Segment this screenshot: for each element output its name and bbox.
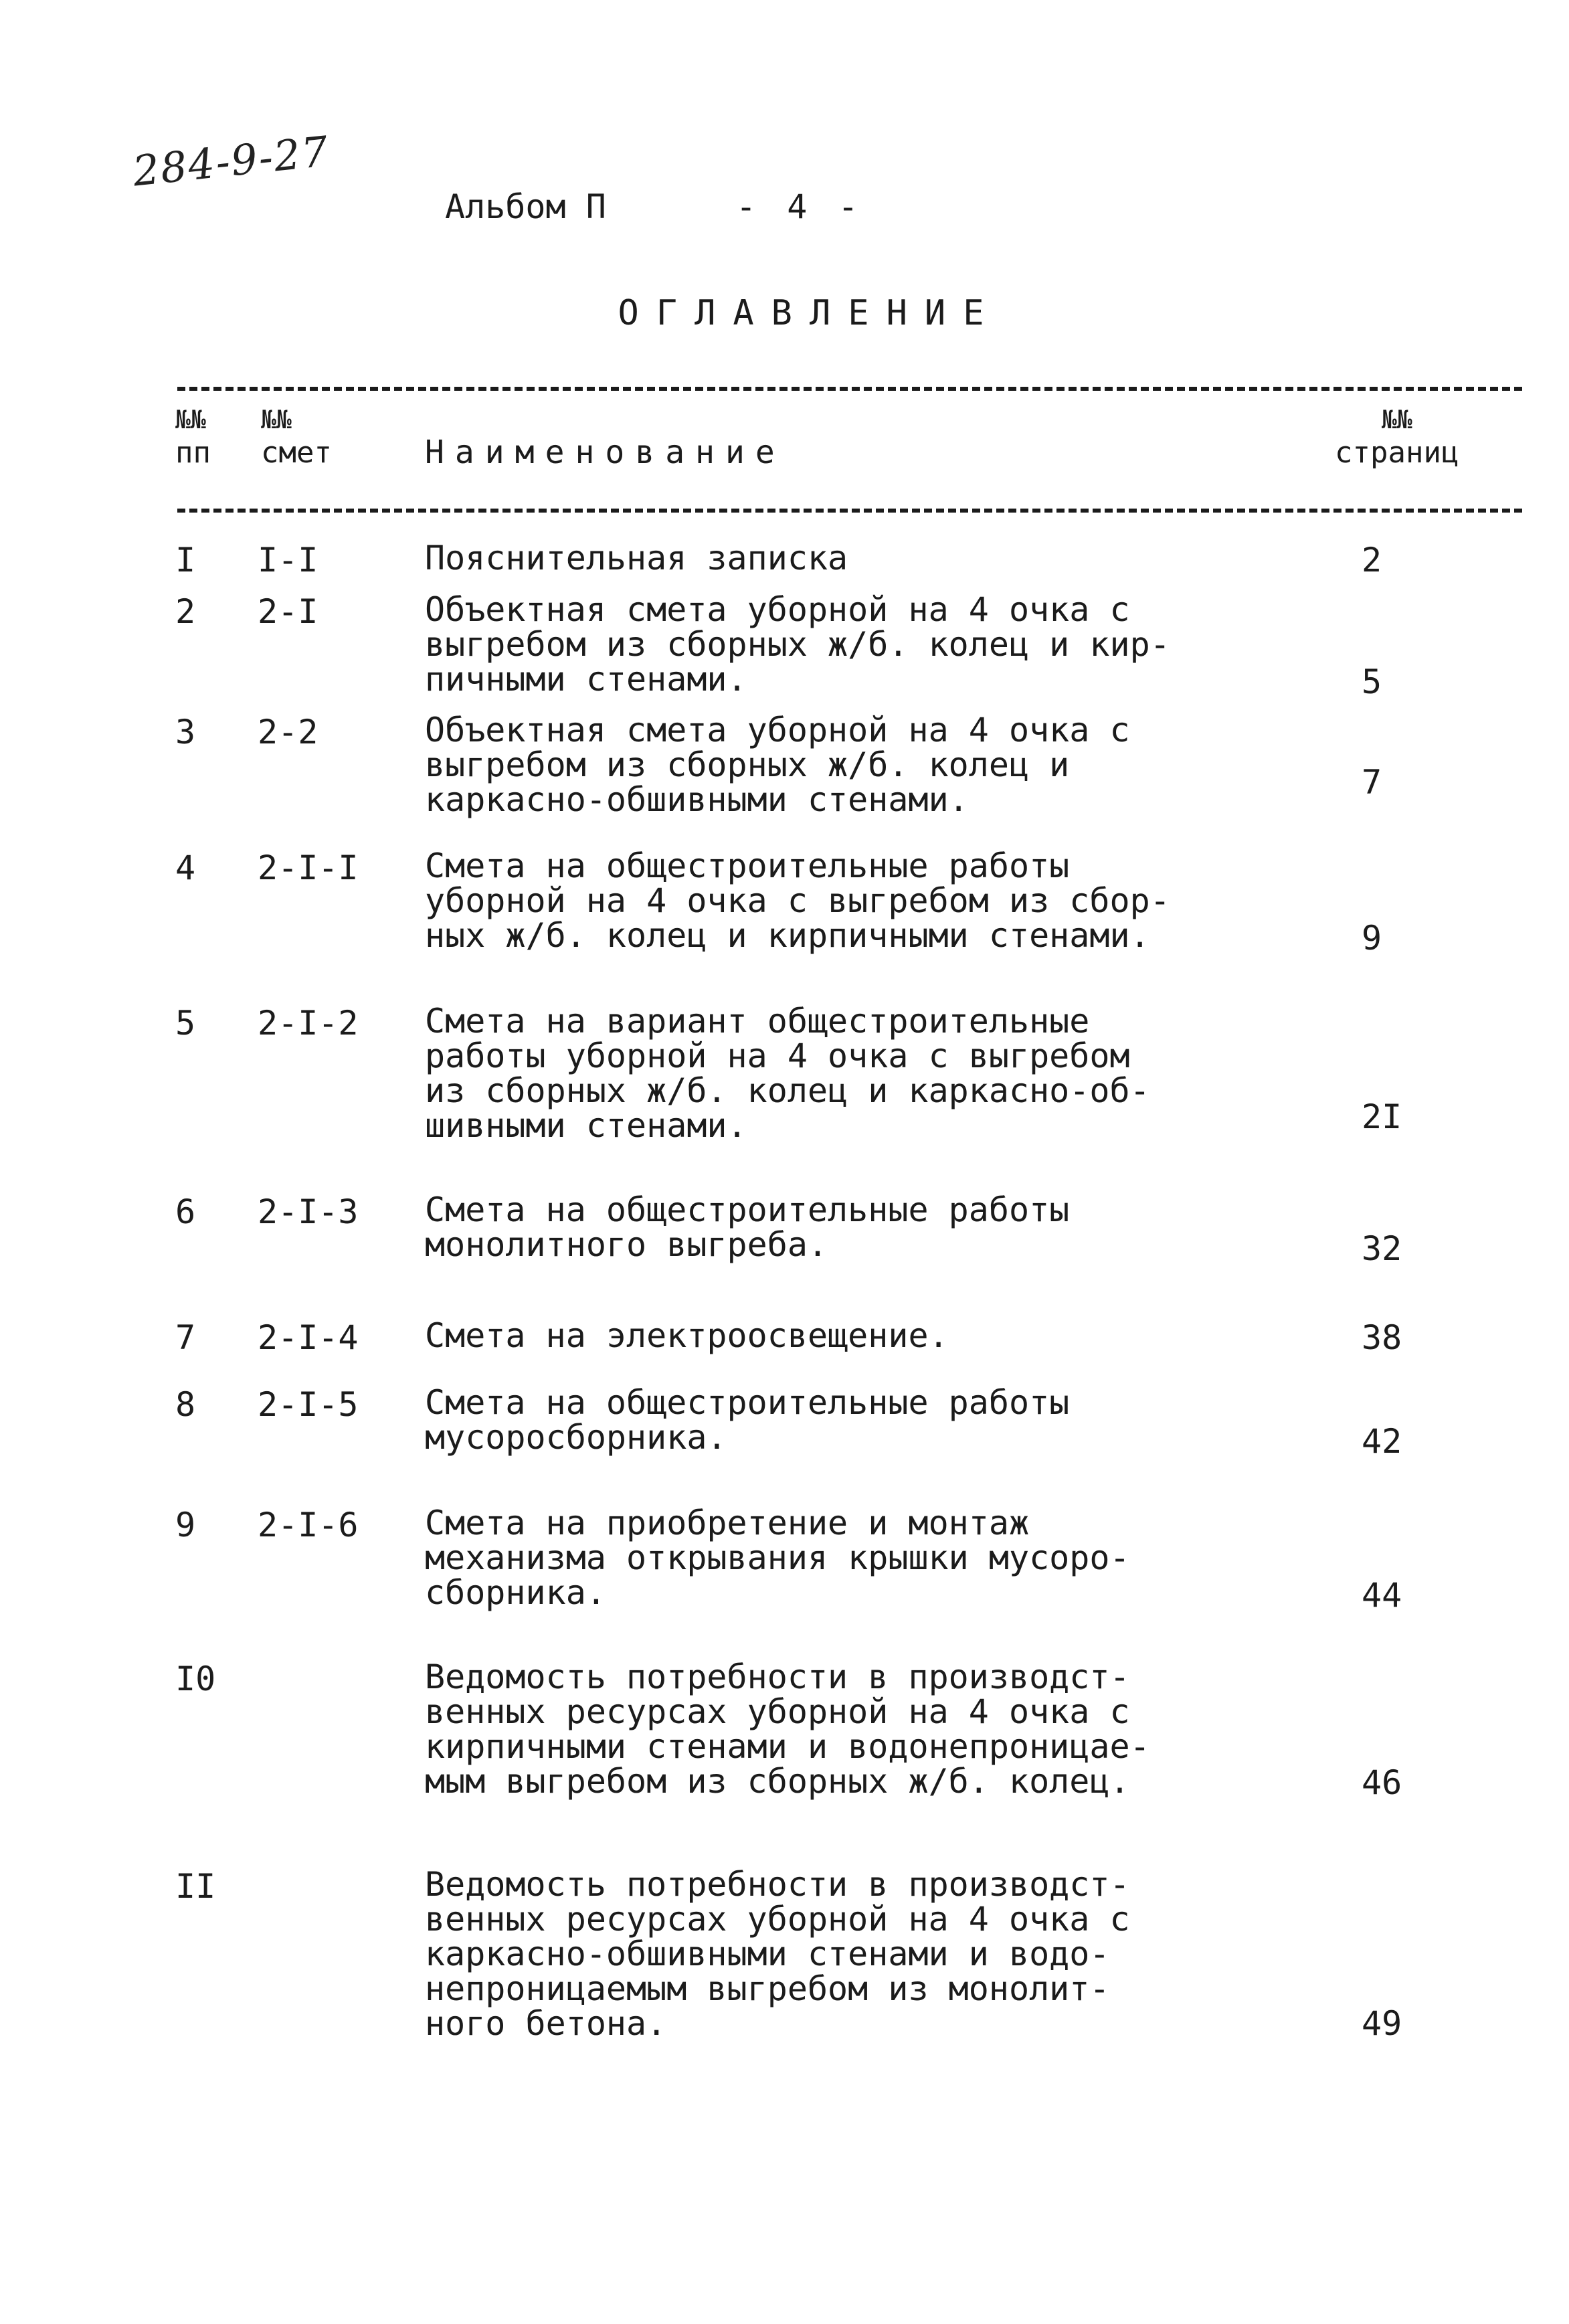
row-page-number: 7 <box>1362 763 1382 802</box>
row-estimate-code: 2-I-I <box>258 848 359 887</box>
row-title-line: Смета на приобретение и монтаж <box>425 1504 1030 1542</box>
row-page-number: 44 <box>1362 1576 1402 1615</box>
row-title-line: мусоросборника. <box>425 1418 727 1457</box>
row-estimate-code: 2-I-6 <box>258 1506 359 1544</box>
row-title <box>425 713 1268 817</box>
column-header-number <box>175 405 211 470</box>
row-title <box>425 592 1268 697</box>
album-label: Альбом П <box>445 187 606 226</box>
row-number: 6 <box>175 1192 196 1231</box>
column-header-estimate-label: смет <box>261 435 332 470</box>
row-estimate-code: 2-I-4 <box>258 1318 359 1357</box>
row-title-line: уборной на 4 очка с выгребом из сбор- <box>425 881 1170 920</box>
row-estimate-code: 2-2 <box>258 713 318 751</box>
row-title-line: выгребом из сборных ж/б. колец и <box>425 745 1070 784</box>
column-header-number-label: пп <box>175 435 211 470</box>
row-title-line: каркасно-обшивными стенами. <box>425 780 969 819</box>
row-title-line: из сборных ж/б. колец и каркасно-об- <box>425 1071 1150 1110</box>
row-title-line: Пояснительная записка <box>425 539 848 577</box>
column-header-pages-symbol: №№ <box>1381 405 1412 434</box>
row-title-line: Смета на электроосвещение. <box>425 1316 949 1355</box>
row-title-line: работы уборной на 4 очка с выгребом <box>425 1037 1130 1075</box>
column-header-number-symbol: №№ <box>175 405 206 434</box>
row-title-line: монолитного выгреба. <box>425 1225 828 1264</box>
row-number: 5 <box>175 1004 196 1043</box>
row-number: I <box>175 541 196 579</box>
row-title-line: пичными стенами. <box>425 660 747 699</box>
row-title-line: выгребом из сборных ж/б. колец и кир- <box>425 625 1170 664</box>
header-bottom-divider <box>177 509 1522 513</box>
page-number: - 4 - <box>736 187 864 226</box>
row-title-line: Объектная смета уборной на 4 очка с <box>425 711 1130 749</box>
row-title-line: венных ресурсах уборной на 4 очка с <box>425 1900 1130 1939</box>
row-title-line: Ведомость потребности в производст- <box>425 1865 1130 1904</box>
row-number: II <box>175 1867 216 1906</box>
row-title <box>425 1318 1268 1353</box>
row-number: 4 <box>175 848 196 887</box>
row-title-line: Ведомость потребности в производст- <box>425 1658 1130 1696</box>
row-title <box>425 1506 1268 1610</box>
row-page-number: 2I <box>1362 1097 1402 1136</box>
page-title: ОГЛАВЛЕНИЕ <box>618 293 1002 333</box>
column-header-pages-label: страниц <box>1335 435 1459 470</box>
row-title-line: непроницаемым выгребом из монолит- <box>425 1969 1110 2008</box>
row-number: 3 <box>175 713 196 751</box>
row-page-number: 38 <box>1362 1318 1402 1357</box>
column-header-estimate <box>261 405 332 470</box>
row-title-line: кирпичными стенами и водонепроницае- <box>425 1727 1150 1766</box>
row-number: 7 <box>175 1318 196 1357</box>
row-estimate-code: 2-I <box>258 592 318 631</box>
row-number: 8 <box>175 1385 196 1424</box>
row-page-number: 2 <box>1362 541 1382 579</box>
row-estimate-code: 2-I-5 <box>258 1385 359 1424</box>
row-title <box>425 1385 1268 1455</box>
row-title-line: Смета на вариант общестроительные <box>425 1002 1090 1041</box>
row-title <box>425 541 1268 575</box>
row-title-line: венных ресурсах уборной на 4 очка с <box>425 1692 1130 1731</box>
row-page-number: 32 <box>1362 1229 1402 1268</box>
row-title <box>425 1004 1268 1143</box>
header-top-divider <box>177 387 1522 391</box>
column-header-pages <box>1335 405 1459 470</box>
column-header-estimate-symbol: №№ <box>261 405 292 434</box>
row-page-number: 42 <box>1362 1422 1402 1461</box>
row-title-line: ного бетона. <box>425 2004 667 2043</box>
row-estimate-code: I-I <box>258 541 318 579</box>
row-title <box>425 848 1268 953</box>
row-title-line: Смета на общестроительные работы <box>425 846 1070 885</box>
row-title-line: Объектная смета уборной на 4 очка с <box>425 590 1130 629</box>
row-number: 2 <box>175 592 196 631</box>
row-title-line: ных ж/б. колец и кирпичными стенами. <box>425 916 1150 955</box>
row-title-line: Смета на общестроительные работы <box>425 1383 1070 1422</box>
row-title-line: шивными стенами. <box>425 1106 747 1145</box>
row-page-number: 46 <box>1362 1763 1402 1802</box>
row-number: I0 <box>175 1660 216 1698</box>
row-estimate-code: 2-I-3 <box>258 1192 359 1231</box>
handwritten-note: 284-9-27 <box>130 126 332 196</box>
row-page-number: 5 <box>1362 662 1382 701</box>
row-title-line: Смета на общестроительные работы <box>425 1190 1070 1229</box>
row-title <box>425 1192 1268 1262</box>
column-header-name: Наименование <box>425 434 786 471</box>
row-page-number: 49 <box>1362 2004 1402 2043</box>
row-title-line: сборника. <box>425 1573 606 1612</box>
row-estimate-code: 2-I-2 <box>258 1004 359 1043</box>
row-title <box>425 1867 1268 2041</box>
row-number: 9 <box>175 1506 196 1544</box>
row-title <box>425 1660 1268 1799</box>
row-title-line: механизма открывания крышки мусоро- <box>425 1538 1130 1577</box>
row-title-line: каркасно-обшивными стенами и водо- <box>425 1935 1110 1973</box>
row-page-number: 9 <box>1362 919 1382 958</box>
row-title-line: мым выгребом из сборных ж/б. колец. <box>425 1762 1130 1801</box>
